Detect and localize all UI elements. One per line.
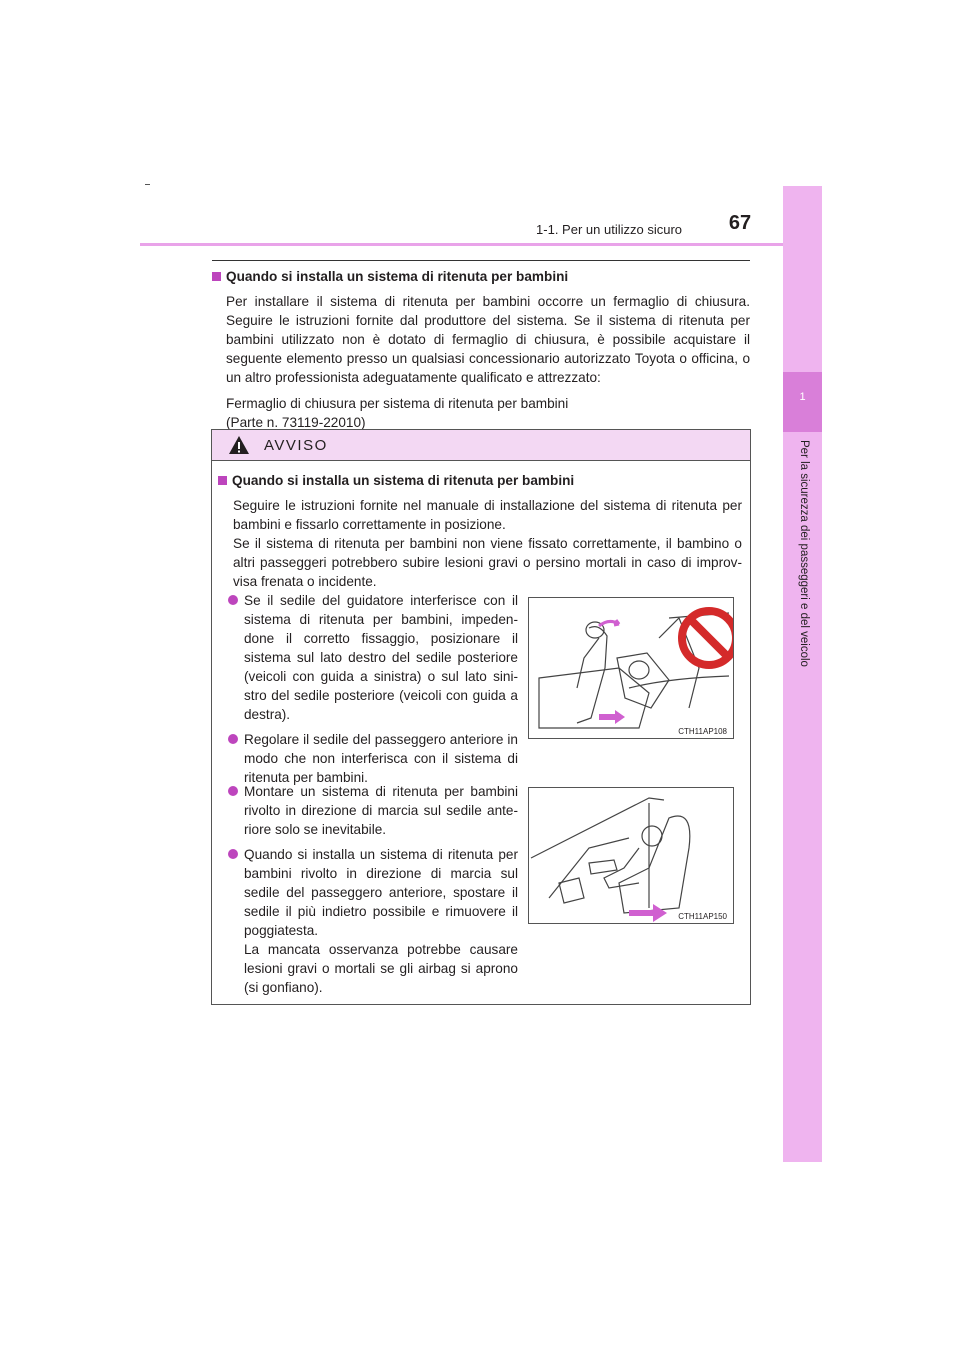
header-rule [140, 243, 822, 246]
warning-title: AVVISO [264, 436, 328, 454]
chapter-title: Per la sicurezza dei passeggeri e del veicolo [798, 440, 810, 667]
list-item-continuation: La mancata osservanza potrebbe causare lesioni gravi o mortali se gli airbag si aprono (si gonfiano). [244, 942, 518, 995]
warning-paragraph-2: Se il sistema di ritenuta per bambini non viene fissato correttamente, il bambino o altri passeggeri potrebbero subire lesioni gravi o persino mortali in caso di improv-visa frenata o incidente. [233, 536, 742, 589]
bullet-list-b [228, 782, 518, 1003]
warning-box [211, 429, 751, 1005]
section-label: 1-1. Per un utilizzo sicuro [536, 222, 682, 237]
section-rule [212, 260, 750, 261]
seat-interference-illustration [529, 598, 733, 738]
figure-seat-interference [528, 597, 734, 739]
square-bullet-icon [212, 272, 221, 281]
corner-mark [145, 184, 150, 185]
intro-section [212, 267, 750, 432]
warning-heading: Quando si installa un sistema di ritenuta per bambini [218, 471, 742, 490]
part-number: (Parte n. 73119-22010) [226, 415, 366, 430]
warning-paragraph-1: Seguire le istruzioni fornite nel manuale di installazione del sistema di ritenuta per bambini e fissarlo correttamente in posizione. [233, 498, 742, 532]
list-item: Montare un sistema di ritenuta per bambini rivolto in direzione di marcia sul sedile ante-riore solo se inevitabile. [228, 782, 518, 839]
warning-header [212, 430, 750, 461]
part-description: Fermaglio di chiusura per sistema di ritenuta per bambini [226, 396, 569, 411]
warning-section [218, 471, 742, 598]
front-seat-illustration [529, 788, 733, 923]
round-bullet-icon [228, 849, 238, 859]
intro-heading: Quando si installa un sistema di ritenuta per bambini [212, 267, 750, 286]
list-item: Regolare il sedile del passeggero anteriore in modo che non interferisca con il sistema di ritenuta per bambini. [228, 730, 518, 787]
bullet-list-a [228, 591, 518, 793]
square-bullet-icon [218, 476, 227, 485]
figure-code: CTH11AP150 [678, 912, 727, 921]
figure-front-seat [528, 787, 734, 924]
figure-code: CTH11AP108 [678, 727, 727, 736]
chapter-number: 1 [799, 391, 806, 403]
intro-paragraph: Per installare il sistema di ritenuta per bambini occorre un fermaglio di chiusura. Seguire le istruzioni fornite dal produttore del sistema. Se il sistema di ritenuta per bambini utilizzato non è dotato di fermaglio di chiusura, è possibile acquistare il seguente elemento presso un qualsiasi concessionario autorizzato Toyota o officina, o un altro professionista adeguatamente qualificato e attrezzato: [226, 294, 750, 385]
page-number: 67 [728, 212, 752, 234]
list-item: Quando si installa un sistema di ritenuta per bambini rivolto in direzione di marcia sul sedile del passeggero anteriore, spostare il sedile il più indietro possibile e rimuovere il poggiatesta. [228, 845, 518, 940]
round-bullet-icon [228, 734, 238, 744]
list-item: Se il sedile del guidatore interferisce con il sistema di ritenuta per bambini, impeden-done il corretto fissaggio, posizionare il sistema sul lato destro del sedile posteriore (veicoli con guida a sinistra) o sul lato sini-stro del sedile posteriore (veicoli con guida a destra). [228, 591, 518, 724]
warning-triangle-icon [228, 435, 250, 455]
round-bullet-icon [228, 786, 238, 796]
round-bullet-icon [228, 595, 238, 605]
